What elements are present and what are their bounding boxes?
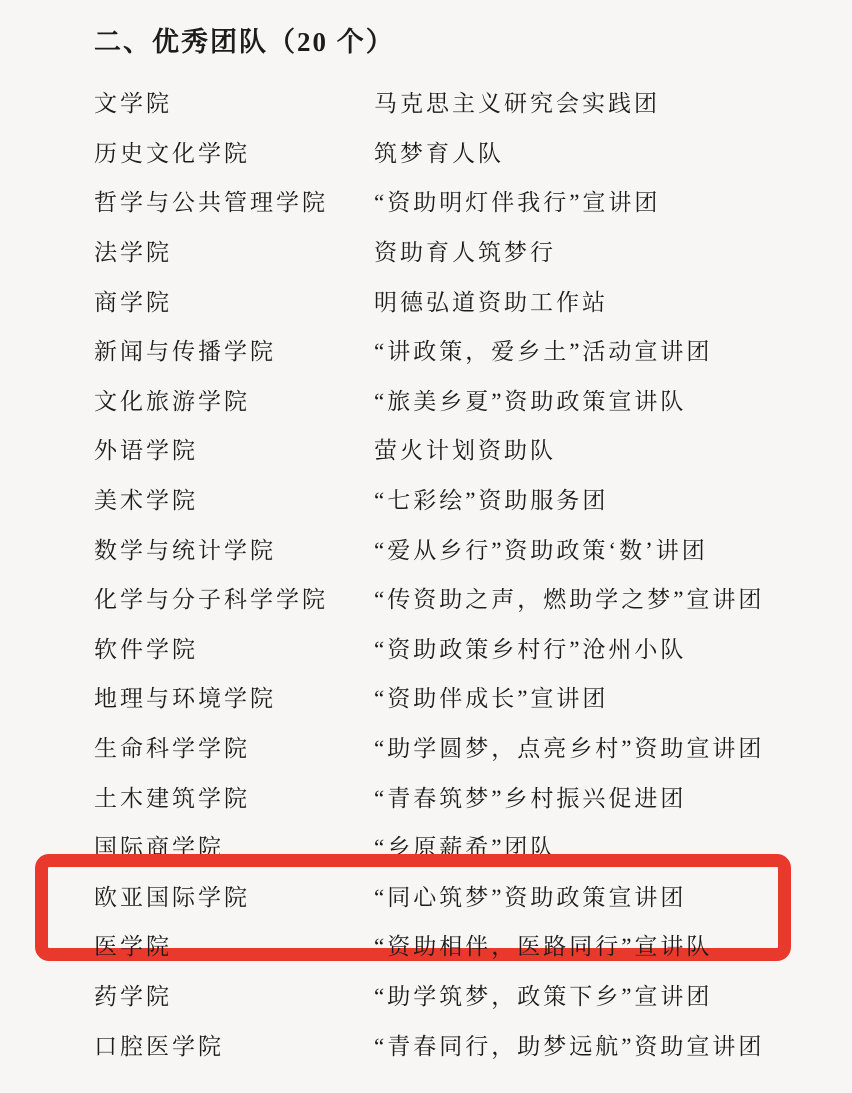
team-row xyxy=(94,871,852,921)
college-name: 医学院 xyxy=(94,934,172,960)
team-row xyxy=(94,920,852,970)
team-row xyxy=(94,375,852,425)
team-row xyxy=(94,1019,852,1069)
team-name: “乡原薪希”团队 xyxy=(374,835,557,861)
college-name: 国际商学院 xyxy=(94,835,224,861)
team-name: “资助政策乡村行”沧州小队 xyxy=(374,636,687,662)
college-name: 商学院 xyxy=(94,289,172,315)
college-name: 生命科学学院 xyxy=(94,736,250,762)
team-name: “爱从乡行”资助政策‘数’讲团 xyxy=(374,537,708,563)
college-name: 地理与环境学院 xyxy=(94,686,276,712)
team-name: 资助育人筑梦行 xyxy=(374,240,556,266)
team-name: “青春筑梦”乡村振兴促进团 xyxy=(374,785,687,811)
team-name: “助学筑梦，政策下乡”宣讲团 xyxy=(374,983,713,1009)
team-row xyxy=(94,523,852,573)
team-row xyxy=(94,672,852,722)
college-name: 美术学院 xyxy=(94,488,198,514)
team-name: “资助伴成长”宣讲团 xyxy=(374,686,609,712)
college-name: 历史文化学院 xyxy=(94,140,250,166)
team-row xyxy=(94,573,852,623)
section-title: 二、优秀团队（20 个） xyxy=(94,27,395,57)
college-name: 软件学院 xyxy=(94,636,198,662)
team-name: 马克思主义研究会实践团 xyxy=(374,91,660,117)
team-name: “旅美乡夏”资助政策宣讲队 xyxy=(374,388,687,414)
team-name: “讲政策，爱乡土”活动宣讲团 xyxy=(374,339,713,365)
team-name: “资助相伴，医路同行”宣讲队 xyxy=(374,934,713,960)
team-name: “同心筑梦”资助政策宣讲团 xyxy=(374,884,687,910)
team-row xyxy=(94,176,852,226)
team-row xyxy=(94,424,852,474)
team-name: “资助明灯伴我行”宣讲团 xyxy=(374,190,661,216)
college-name: 欧亚国际学院 xyxy=(94,884,250,910)
college-name: 文学院 xyxy=(94,91,172,117)
team-row xyxy=(94,127,852,177)
college-name: 文化旅游学院 xyxy=(94,388,250,414)
team-row xyxy=(94,474,852,524)
team-name: 明德弘道资助工作站 xyxy=(374,289,608,315)
college-name: 新闻与传播学院 xyxy=(94,339,276,365)
college-name: 法学院 xyxy=(94,240,172,266)
team-row xyxy=(94,623,852,673)
college-name: 土木建筑学院 xyxy=(94,785,250,811)
college-name: 哲学与公共管理学院 xyxy=(94,190,328,216)
team-row xyxy=(94,771,852,821)
college-name: 口腔医学院 xyxy=(94,1033,224,1059)
team-row xyxy=(94,325,852,375)
team-name: “七彩绘”资助服务团 xyxy=(374,488,609,514)
team-name: “助学圆梦，点亮乡村”资助宣讲团 xyxy=(374,736,765,762)
team-row xyxy=(94,722,852,772)
team-row xyxy=(94,226,852,276)
college-name: 外语学院 xyxy=(94,438,198,464)
team-name: 萤火计划资助队 xyxy=(374,438,556,464)
college-name: 化学与分子科学学院 xyxy=(94,587,328,613)
team-row xyxy=(94,275,852,325)
college-name: 药学院 xyxy=(94,983,172,1009)
team-list xyxy=(94,77,852,1069)
team-name: 筑梦育人队 xyxy=(374,140,504,166)
team-row xyxy=(94,821,852,871)
team-row xyxy=(94,77,852,127)
team-name: “青春同行，助梦远航”资助宣讲团 xyxy=(374,1033,765,1059)
college-name: 数学与统计学院 xyxy=(94,537,276,563)
team-row xyxy=(94,970,852,1020)
team-name: “传资助之声，燃助学之梦”宣讲团 xyxy=(374,587,765,613)
